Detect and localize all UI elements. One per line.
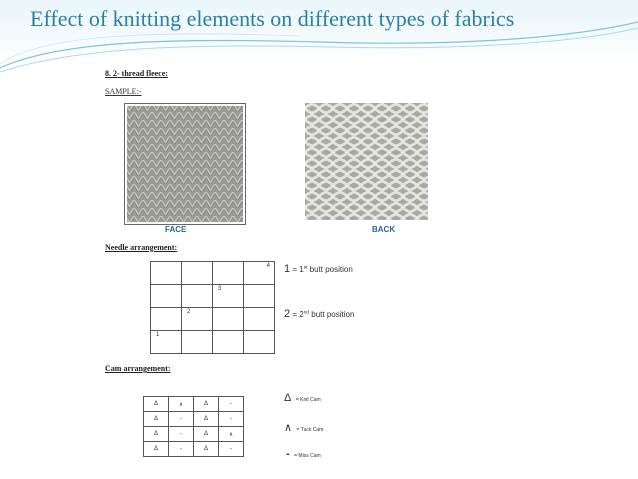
needle-cell: 1 <box>151 331 182 354</box>
cam-arrangement-heading: Cam arrangement: <box>105 364 171 373</box>
needle-legend-2: 2 = 2nd butt position <box>284 308 355 320</box>
needle-arrangement-grid <box>150 261 275 354</box>
back-caption: BACK <box>372 225 396 234</box>
cam-cell: Δ <box>144 397 169 412</box>
miss-cam-legend: - = Miss Cam <box>286 448 321 460</box>
slide-title: Effect of knitting elements on different types of fabrics <box>30 6 515 31</box>
cam-row <box>144 412 244 427</box>
needle-cell: 4 <box>244 262 275 285</box>
cam-row <box>144 427 244 442</box>
cam-cell: Δ <box>194 427 219 442</box>
cam-cell: ∧ <box>169 397 194 412</box>
needle-cell <box>244 285 275 308</box>
back-fleece-texture <box>305 103 428 220</box>
tuck-cam-symbol-icon: ∧ <box>284 422 293 434</box>
knit-cam-legend: Δ = Knit Cam <box>284 392 321 404</box>
needle-legend-1: 1 = 1st butt position <box>284 263 353 275</box>
needle-row <box>151 285 275 308</box>
needle-row <box>151 262 275 285</box>
cam-cell: - <box>219 412 244 427</box>
cam-row <box>144 397 244 412</box>
cam-cell: Δ <box>144 442 169 457</box>
needle-cell <box>151 262 182 285</box>
cam-cell: Δ <box>194 442 219 457</box>
needle-cell <box>213 262 244 285</box>
face-knit-texture <box>125 104 245 224</box>
needle-row <box>151 308 275 331</box>
cam-cell: - <box>169 442 194 457</box>
needle-cell <box>151 308 182 331</box>
needle-cell <box>182 331 213 354</box>
tuck-cam-legend: ∧ = Tuck Cam <box>284 422 324 434</box>
needle-row <box>151 331 275 354</box>
needle-cell <box>151 285 182 308</box>
needle-cell <box>182 262 213 285</box>
needle-cell: 2 <box>182 308 213 331</box>
miss-cam-symbol-icon: - <box>286 448 290 460</box>
needle-cell: 3 <box>213 285 244 308</box>
cam-row <box>144 442 244 457</box>
needle-cell <box>213 331 244 354</box>
knit-cam-symbol-icon: Δ <box>284 392 292 404</box>
cam-cell: - <box>219 442 244 457</box>
needle-cell <box>213 308 244 331</box>
needle-cell <box>244 308 275 331</box>
cam-cell: ∧ <box>219 427 244 442</box>
cam-cell: Δ <box>194 397 219 412</box>
needle-cell <box>182 285 213 308</box>
face-fabric-image <box>124 103 246 225</box>
needle-cell <box>244 331 275 354</box>
cam-cell: - <box>169 412 194 427</box>
section-title: 8. 2- thread fleece: <box>105 69 168 78</box>
cam-arrangement-grid <box>143 396 244 457</box>
cam-cell: - <box>219 397 244 412</box>
back-fabric-image <box>305 103 428 220</box>
cam-cell: - <box>169 427 194 442</box>
sample-label: SAMPLE:- <box>105 87 142 96</box>
cam-cell: Δ <box>194 412 219 427</box>
needle-arrangement-heading: Needle arrangement: <box>105 243 178 252</box>
cam-cell: Δ <box>144 427 169 442</box>
cam-cell: Δ <box>144 412 169 427</box>
face-caption: FACE <box>165 225 187 234</box>
